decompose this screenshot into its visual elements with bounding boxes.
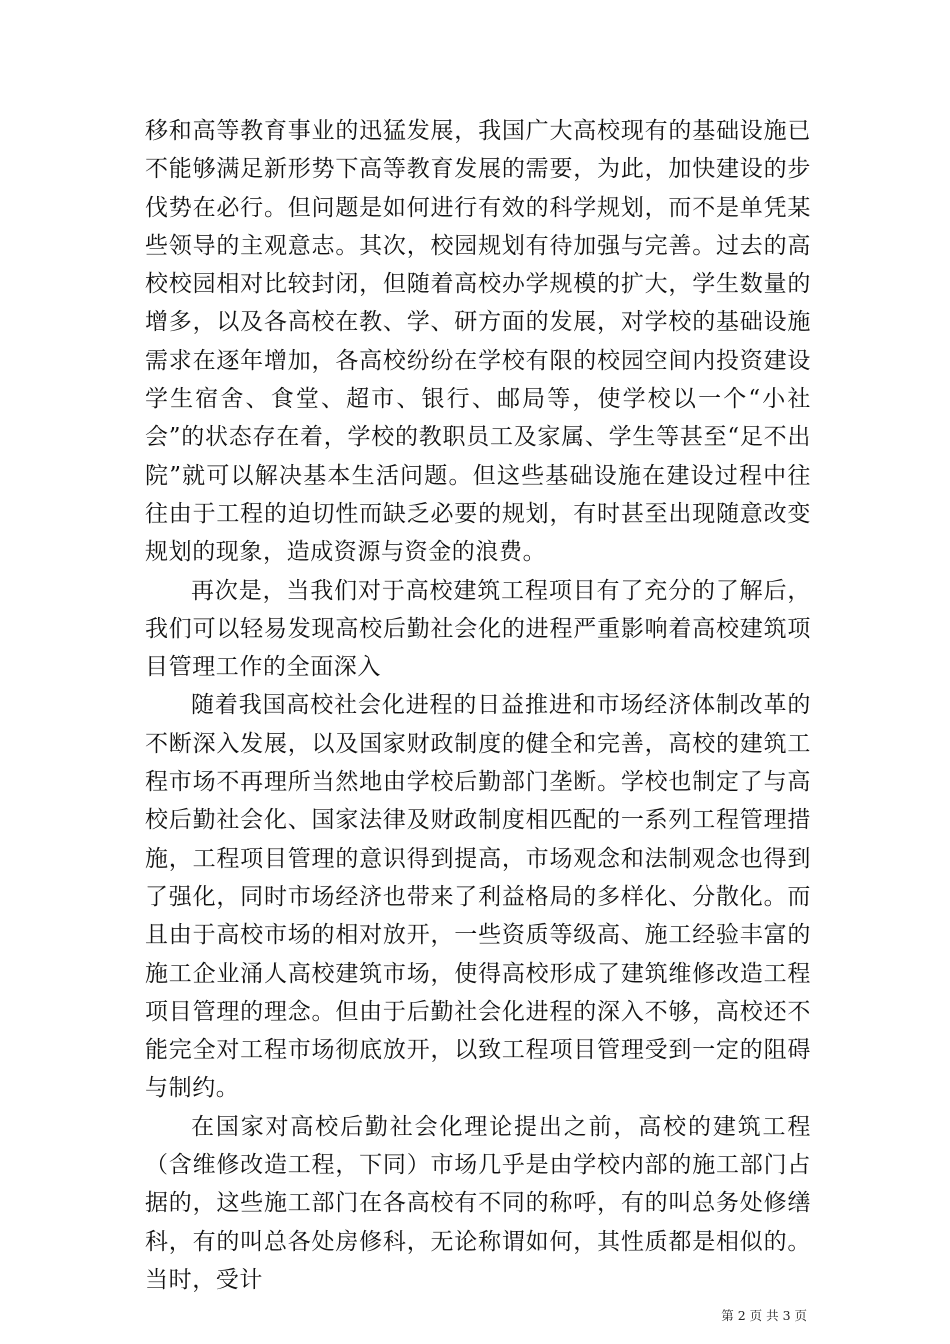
document-body — [145, 112, 811, 1299]
page-number-footer: 第 2 页 共 3 页 — [721, 1308, 807, 1323]
paragraph-4: 在国家对高校后勤社会化理论提出之前，高校的建筑工程（含维修改造工程，下同）市场几乎是由学校内部的施工部门占据的，这些施工部门在各高校有不同的称呼，有的叫总务处修缮科，有的叫总各处房修科，无论称谓如何，其性质都是相似的。当时，受计 — [145, 1113, 811, 1293]
paragraph-2: 再次是，当我们对于高校建筑工程项目有了充分的了解后，我们可以轻易发现高校后勤社会化的进程严重影响着高校建筑项目管理工作的全面深入 — [145, 577, 811, 681]
paragraph-3: 随着我国高校社会化进程的日益推进和市场经济体制改革的不断深入发展，以及国家财政制度的健全和完善，高校的建筑工程市场不再理所当然地由学校后勤部门垄断。学校也制定了与高校后勤社会化、国家法律及财政制度相匹配的一系列工程管理措施，工程项目管理的意识得到提高，市场观念和法制观念也得到了强化，同时市场经济也带来了利益格局的多样化、分散化。而且由于高校市场的相对放开，一些资质等级高、施工经验丰富的施工企业涌人高校建筑市场，使得高校形成了建筑维修改造工程项目管理的理念。但由于后勤社会化进程的深入不够，高校还不能完全对工程市场彻底放开，以致工程项目管理受到一定的阻碍与制约。 — [145, 692, 811, 1102]
paragraph-1: 移和高等教育事业的迅猛发展，我国广大高校现有的基础设施已不能够满足新形势下高等教育发展的需要，为此，加快建设的步伐势在必行。但问题是如何进行有效的科学规划，而不是单凭某些领导的主观意志。其次，校园规划有待加强与完善。过去的高校校园相对比较封闭，但随着高校办学规模的扩大，学生数量的增多，以及各高校在教、学、研方面的发展，对学校的基础设施需求在逐年增加，各高校纷纷在学校有限的校园空间内投资建设学生宿舍、食堂、超市、银行、邮局等，使学校以一个“小社会”的状态存在着，学校的教职员工及家属、学生等甚至“足不出院”就可以解决基本生活问题。但这些基础设施在建设过程中往往由于工程的迫切性而缺乏必要的规划，有时甚至出现随意改变规划的现象，造成资源与资金的浪费。 — [145, 118, 811, 566]
